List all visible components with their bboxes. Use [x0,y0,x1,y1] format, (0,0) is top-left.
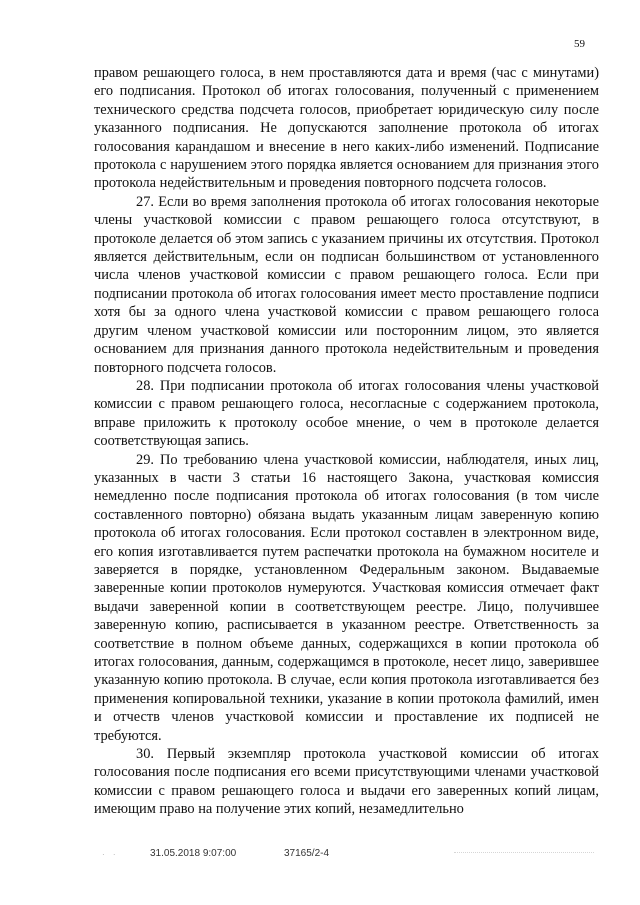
scan-mark: · · [102,850,119,859]
paragraph-28: 28. При подписании протокола об итогах голосования члены участковой комиссии с правом решающего голоса, несогласные с содержанием протокола, вправе приложить к протоколу особое мнение, о чем в протоколе делается соответствующая запись. [94,377,599,450]
document-body [94,64,599,819]
paragraph-30: 30. Первый экземпляр протокола участковой комиссии об итогах голосования после подписания его всеми присутствующими членами участковой комиссии с правом решающего голоса и выдачи его заверенных копий лицам, имеющим право на получение этих копий, незамедлительно [94,746,599,818]
paragraph-continuation: правом решающего голоса, в нем проставляются дата и время (час с минутами) его подписания. Протокол об итогах голосования, полученный с применением технического средства подсчета голосов, приобретает юридическую силу после указанного подписания. Не допускаются заполнение протокола об итогах голосования карандашом и внесение в него каких-либо изменений. Подписание протокола с нарушением этого порядка является основанием для признания этого протокола недействительным и проведения повторного подсчета голосов. [94,65,599,192]
document-footer [94,848,599,862]
paragraph-27: 27. Если во время заполнения протокола об итогах голосования некоторые члены участковой комиссии с правом решающего голоса отсутствуют, в протоколе делается об этом запись с указанием причины их отсутствия. Протокол является действительным, если он подписан большинством от установленного числа членов участковой комиссии с правом решающего голоса. Если при подписании протокола об итогах голосования имеет место проставление подписи хотя бы за одного члена участковой комиссии с правом решающего голоса другим членом участковой комиссии или посторонним лицом, это является основанием для признания данного протокола недействительным и проведения повторного подсчета голосов. [94,193,599,376]
footer-document-number: 37165/2-4 [284,848,330,859]
footer-date: 31.05.2018 9:07:00 [150,848,237,859]
footer-dotted-line [454,852,594,857]
page-number: 59 [574,38,585,50]
paragraph-29: 29. По требованию члена участковой комиссии, наблюдателя, иных лиц, указанных в части 3 статьи 16 настоящего Закона, участковая комиссия немедленно после подписания протокола об итогах голосования (в том числе составленного повторно) обязана выдать указанным лицам заверенную копию протокола об итогах голосования. Если протокол составлен в электронном виде, его копия изготавливается путем распечатки протокола на бумажном носителе и заверяется в порядке, установленном Федеральным законом. Выдаваемые заверенные копии протоколов нумеруются. Участковая комиссия отмечает факт выдачи заверенной копии в соответствующем реестре. Лицо, получившее заверенную копию, расписывается в указанном реестре. Ответственность за соответствие в полном объеме данных, содержащихся в копии протокола об итогах голосования, данным, содержащимся в протоколе, несет лицо, заверившее указанную копию протокола. В случае, если копия протокола изготавливается без применения копировальной техники, указание в копии протокола фамилий, имен и отчеств членов участковой комиссии и проставление их подписей не требуются. [94,451,599,744]
